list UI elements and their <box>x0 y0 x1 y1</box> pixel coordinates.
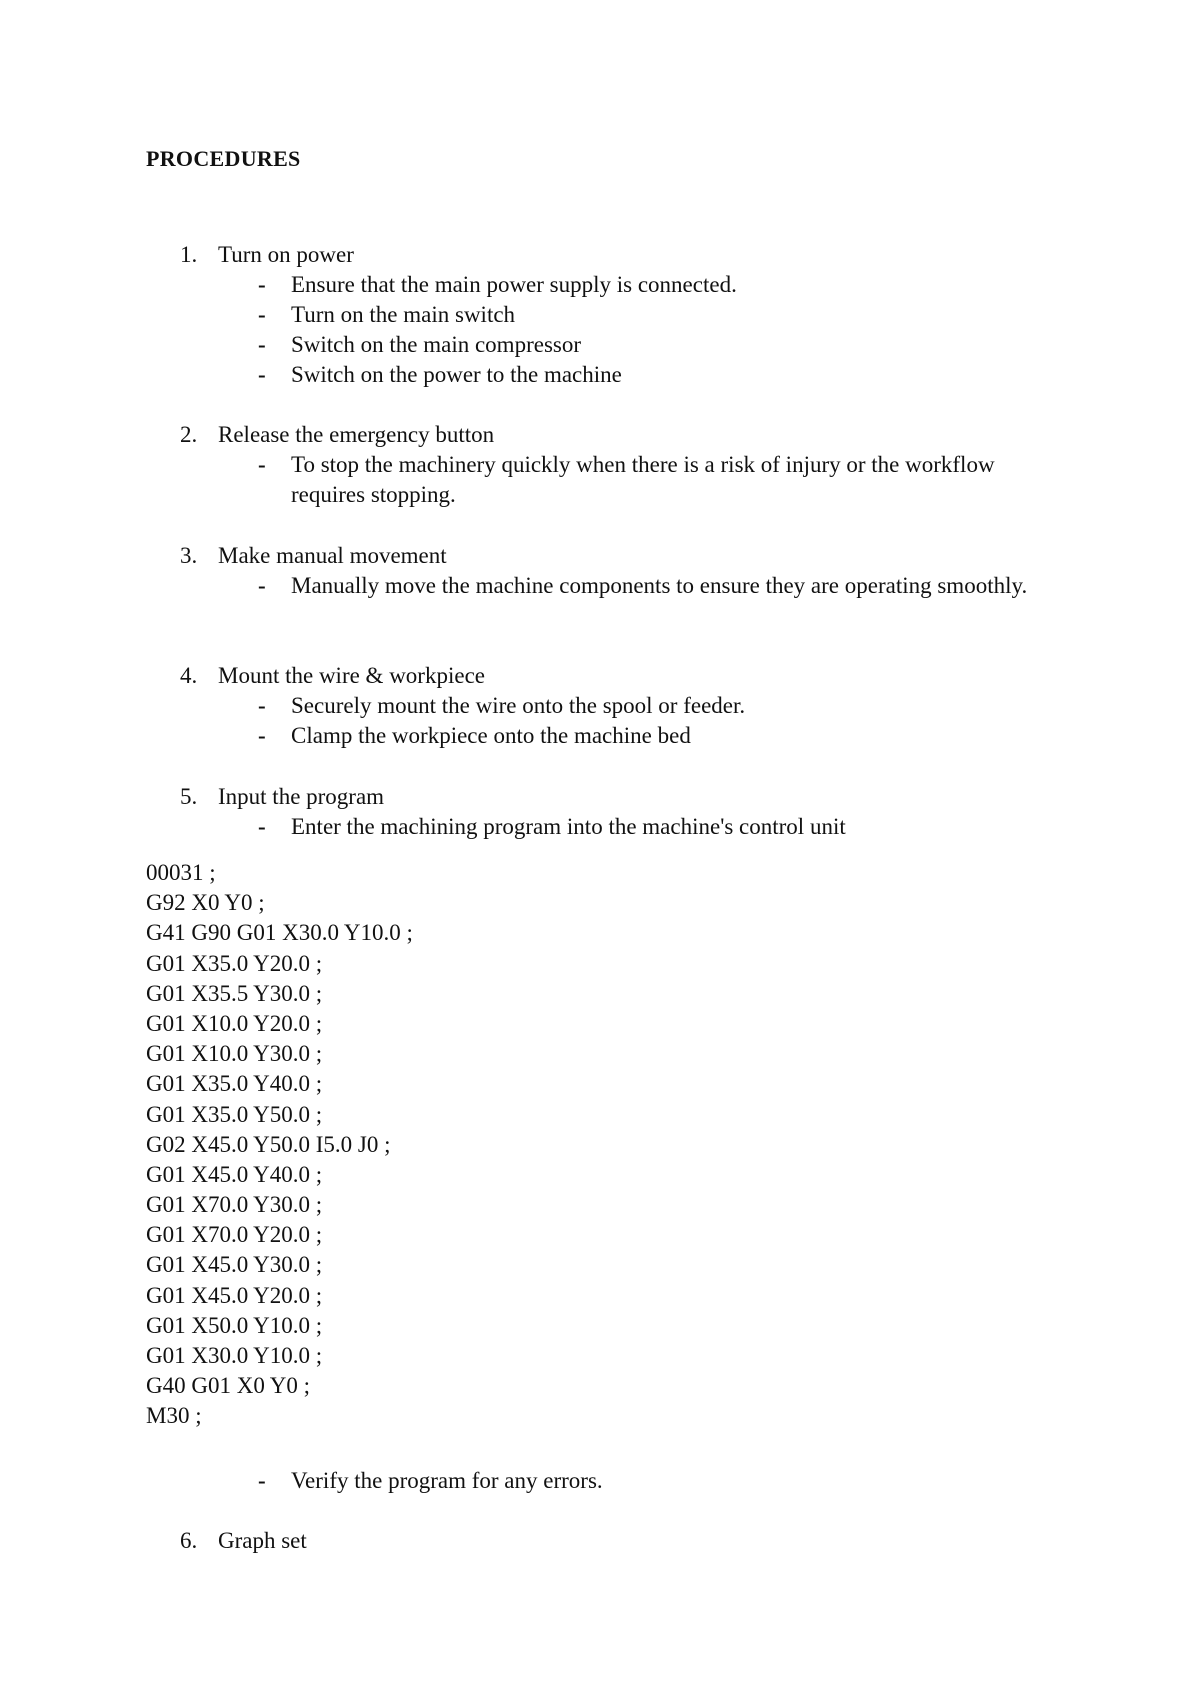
step-label: Turn on power <box>218 242 354 267</box>
dash-bullet-icon: - <box>258 272 266 297</box>
dash-bullet-icon: - <box>258 693 266 718</box>
program-line: M30 ; <box>146 1403 202 1429</box>
program-line: G01 X45.0 Y30.0 ; <box>146 1252 323 1278</box>
dash-bullet-icon: - <box>258 452 266 477</box>
step-bullets <box>180 270 1080 390</box>
step-number: 4. <box>180 663 198 688</box>
step-number: 1. <box>180 242 198 267</box>
program-line: G01 X35.0 Y50.0 ; <box>146 1101 323 1127</box>
page-title: PROCEDURES <box>146 146 301 171</box>
bullet-text: Securely mount the wire onto the spool or feeder. <box>291 693 746 718</box>
cnc-program-listing <box>146 858 1046 1432</box>
program-line: G01 X30.0 Y10.0 ; <box>146 1343 323 1368</box>
program-line: G01 X45.0 Y20.0 ; <box>146 1282 323 1308</box>
program-line: G01 X35.0 Y20.0 ; <box>146 950 323 976</box>
step-label: Input the program <box>218 784 385 809</box>
program-line: 00031 ; <box>146 860 216 885</box>
step-bullets <box>180 691 1080 751</box>
program-line: G92 X0 Y0 ; <box>146 890 265 916</box>
step-label: Mount the wire & workpiece <box>218 663 485 688</box>
program-line: G01 X35.0 Y40.0 ; <box>146 1071 323 1097</box>
bullet-item <box>180 300 1080 330</box>
step-number: 5. <box>180 784 198 809</box>
dash-bullet-icon: - <box>258 362 266 387</box>
program-line: G01 X50.0 Y10.0 ; <box>146 1312 323 1338</box>
dash-bullet-icon: - <box>258 723 266 748</box>
bullet-text: Verify the program for any errors. <box>291 1468 603 1493</box>
bullet-item <box>180 360 1080 390</box>
program-line: G01 X10.0 Y30.0 ; <box>146 1041 323 1067</box>
program-line: G01 X70.0 Y30.0 ; <box>146 1192 323 1218</box>
dash-bullet-icon: - <box>258 814 266 839</box>
bullet-item <box>180 270 1080 300</box>
bullet-text: Manually move the machine components to ensure they are operating smoothly. <box>291 573 1028 598</box>
dash-bullet-icon: - <box>258 332 266 357</box>
program-line: G02 X45.0 Y50.0 I5.0 J0 ; <box>146 1131 391 1157</box>
program-line: G01 X45.0 Y40.0 ; <box>146 1161 323 1187</box>
verify-bullet-block <box>180 1466 1080 1496</box>
program-line: G40 G01 X0 Y0 ; <box>146 1373 310 1399</box>
step-label: Release the emergency button <box>218 422 495 447</box>
step-bullets <box>180 571 1080 601</box>
bullet-item <box>180 721 1080 751</box>
step-bullets <box>180 450 1080 510</box>
program-line: G01 X70.0 Y20.0 ; <box>146 1222 323 1248</box>
step-label: Graph set <box>218 1528 307 1553</box>
bullet-text: Switch on the main compressor <box>291 332 582 357</box>
bullet-text: Turn on the main switch <box>291 302 516 327</box>
dash-bullet-icon: - <box>258 1468 266 1493</box>
program-line: G01 X35.5 Y30.0 ; <box>146 980 323 1006</box>
bullet-text: Switch on the power to the machine <box>291 362 622 387</box>
bullet-item <box>180 330 1080 360</box>
step-label: Make manual movement <box>218 543 447 568</box>
step-bullets <box>180 812 1080 842</box>
step-number: 6. <box>180 1528 198 1553</box>
bullet-text: Enter the machining program into the machine's control unit <box>291 814 846 839</box>
bullet-text: Ensure that the main power supply is connected. <box>291 272 737 297</box>
program-line: G01 X10.0 Y20.0 ; <box>146 1010 323 1036</box>
bullet-item <box>180 691 1080 721</box>
step-number: 2. <box>180 422 198 447</box>
bullet-text: To stop the machinery quickly when there is a risk of injury or the workflow requires stopping. <box>291 452 995 507</box>
step-number: 3. <box>180 543 198 568</box>
bullet-item <box>180 571 1080 601</box>
bullet-item <box>180 450 1080 510</box>
dash-bullet-icon: - <box>258 302 266 327</box>
dash-bullet-icon: - <box>258 573 266 598</box>
bullet-item <box>180 1466 1080 1496</box>
bullet-item <box>180 812 1080 842</box>
bullet-text: Clamp the workpiece onto the machine bed <box>291 723 691 748</box>
program-line: G41 G90 G01 X30.0 Y10.0 ; <box>146 920 413 946</box>
